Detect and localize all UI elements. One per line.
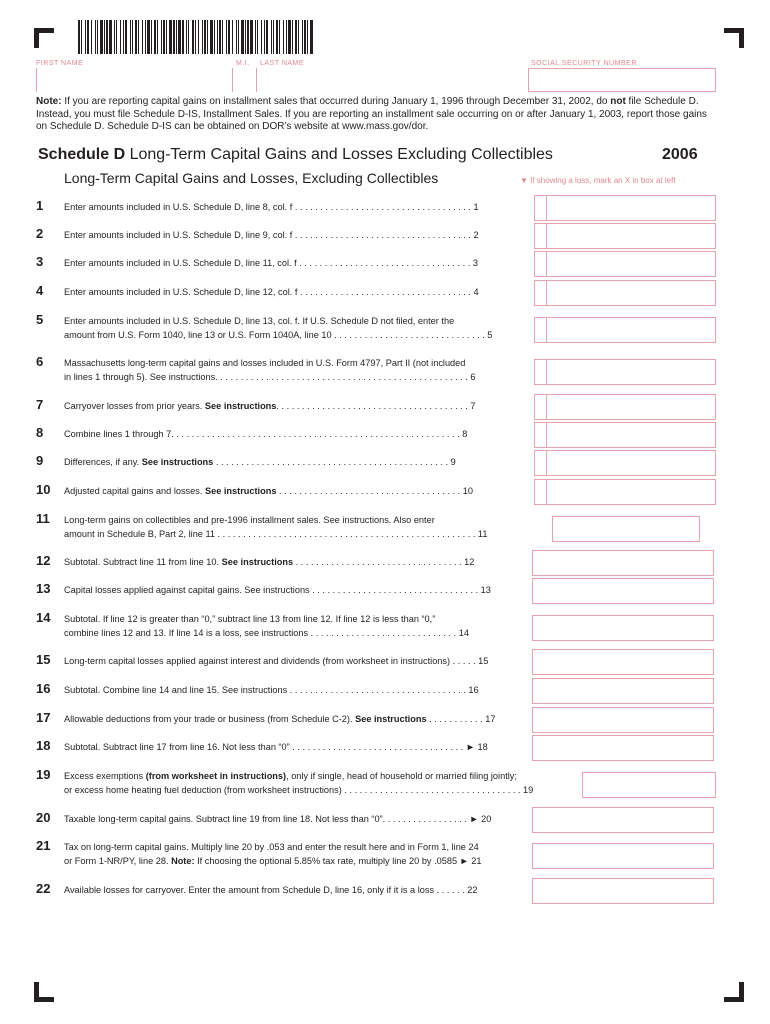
line-text-part: . . . . . . . . . . . . . . . . . . . . . . . . . . . . . . . . . . . . . . 7 [276,401,476,411]
amount-field-line-16[interactable] [532,678,714,704]
line-text [64,584,554,597]
last-name-label: LAST NAME [260,60,305,67]
line-number: 5 [36,312,44,327]
first-name-field[interactable] [36,68,37,92]
line-text-part: . . . . . . . . . . . . . . . . . . . . . . . . . . . . . . . . . . . . . . . . . . . . . . 9 [213,457,456,467]
line-text [64,613,554,626]
line-text-bold: (from worksheet in instructions) [145,771,287,781]
line-text-second [64,855,554,868]
note-text-2: file Schedule D. Instead, you must file Schedule D-IS, Installment Sales. If you are reporting an installment sale occurring on or after January 1, 2003, report those gains on Schedule D. Schedule D-IS can be obtained on DOR’s website at www.mass.gov/dor. [36,96,707,132]
line-number: 1 [36,198,44,213]
line-text [64,357,554,370]
loss-checkbox[interactable] [535,281,547,305]
line-text-part: Allowable deductions from your trade or business (from Schedule C-2). [64,714,356,724]
line-text-part: . . . . . . . . . . . 17 [426,714,496,724]
note-text-1: If you are reporting capital gains on installment sales that occurred during January 1, 1996 through December 31, 2002, do [61,96,611,107]
amount-field-line-1[interactable] [534,195,716,221]
line-text [64,428,554,441]
amount-field-line-17[interactable] [532,707,714,733]
line-text-part: Long-term gains on collectibles and pre-1996 installment sales. See instructions. Also enter [64,515,435,525]
loss-checkbox[interactable] [535,224,547,248]
amount-field-line-5[interactable] [534,317,716,343]
line-text-part: Taxable long-term capital gains. Subtract line 19 from line 18. Not less than “0”. . . . . . . . . . . . . . . . . ► 20 [64,814,492,824]
line-number: 15 [36,652,51,667]
line-text-part: combine lines 12 and 13. If line 14 is a loss, see instructions . . . . . . . . . . . . . . . . . . . . . . . . . . . . . 14 [64,628,469,638]
line-text-bold: See instructions [355,714,427,724]
line-text-part: Massachusetts long-term capital gains and losses included in U.S. Form 4797, Part II (not included [64,358,466,368]
amount-field-line-11[interactable] [552,516,700,542]
line-number: 10 [36,482,51,497]
amount-field-line-19[interactable] [582,772,716,798]
line-text-part: , only if single, head of household or married filing jointly; [286,771,517,781]
line-text-part: If choosing the optional 5.85% tax rate, multiply line 20 by .0585 ► 21 [194,856,482,866]
line-text-part: Enter amounts included in U.S. Schedule D, line 11, col. f . . . . . . . . . . . . . . . . . . . . . . . . . . . . . . . . . . 3 [64,258,478,268]
line-number: 21 [36,838,51,853]
line-text-part: Differences, if any. [64,457,142,467]
amount-field-line-4[interactable] [534,280,716,306]
line-text-part: Subtotal. Combine line 14 and line 15. See instructions . . . . . . . . . . . . . . . . . . . . . . . . . . . . . . . . . . . 16 [64,685,479,695]
line-text-part: or Form 1-NR/PY, line 28. [64,856,172,866]
schedule-title: Long-Term Capital Gains and Losses Excluding Collectibles [129,146,553,163]
amount-field-line-12[interactable] [532,550,714,576]
amount-field-line-2[interactable] [534,223,716,249]
line-text-second [64,329,554,342]
line-text-part: Capital losses applied against capital gains. See instructions . . . . . . . . . . . . . . . . . . . . . . . . . . . . . . . . . 13 [64,585,491,595]
line-text-bold: See instructions [204,401,277,411]
last-name-field[interactable] [256,68,257,92]
line-number: 22 [36,881,51,896]
first-name-label: FIRST NAME [36,60,84,67]
line-text-part: Excess exemptions [64,771,146,781]
amount-field-line-18[interactable] [532,735,714,761]
line-text-part: amount in Schedule B, Part 2, line 11 . . . . . . . . . . . . . . . . . . . . . . . . . . . . . . . . . . . . . . . . . . . . . . . . . . . 11 [64,529,488,539]
registration-mark-top-right [724,28,744,48]
amount-field-line-8[interactable] [534,422,716,448]
note-not: not [610,96,626,107]
line-text [64,770,554,783]
line-text-part: Adjusted capital gains and losses. [64,486,205,496]
amount-field-line-20[interactable] [532,807,714,833]
line-text [64,684,554,697]
schedule-label: Schedule D [38,146,126,163]
line-text [64,841,554,854]
mi-field[interactable] [232,68,233,92]
line-text-part: Enter amounts included in U.S. Schedule D, line 12, col. f . . . . . . . . . . . . . . . . . . . . . . . . . . . . . . . . . . 4 [64,287,479,297]
line-number: 6 [36,354,44,369]
line-text [64,315,554,328]
line-number: 17 [36,710,51,725]
line-text-bold: See instructions [141,457,214,467]
line-text [64,400,554,413]
loss-checkbox[interactable] [535,252,547,276]
line-number: 4 [36,283,44,298]
line-text-bold: Note: [171,856,195,866]
registration-mark-bottom-right [724,982,744,1002]
line-number: 2 [36,226,44,241]
loss-checkbox[interactable] [535,196,547,220]
loss-checkbox[interactable] [535,318,547,342]
line-text-part: in lines 1 through 5). See instructions. . . . . . . . . . . . . . . . . . . . . . . . . . . . . . . . . . . . . . . . . . . . . . . . . . 6 [64,372,476,382]
line-text-part: Available losses for carryover. Enter the amount from Schedule D, line 16, only if it is a loss . . . . . . 22 [64,885,478,895]
line-text [64,655,554,668]
page-title [38,146,553,164]
amount-field-line-3[interactable] [534,251,716,277]
amount-field-line-9[interactable] [534,450,716,476]
line-text [64,514,554,527]
line-number: 3 [36,254,44,269]
section-heading: Long-Term Capital Gains and Losses, Excluding Collectibles [64,170,439,186]
line-text-second [64,371,554,384]
line-number: 11 [36,511,50,526]
barcode [78,20,314,54]
amount-field-line-14[interactable] [532,615,714,641]
line-text [64,257,554,270]
line-text-bold: See instructions [221,557,294,567]
line-text [64,456,554,469]
line-number: 12 [36,553,51,568]
ssn-label: SOCIAL SECURITY NUMBER [531,60,637,67]
line-text [64,485,554,498]
line-number: 14 [36,610,51,625]
mi-label: M.I. [236,60,250,67]
amount-field-line-13[interactable] [532,578,714,604]
line-text [64,556,554,569]
loss-checkbox[interactable] [535,480,547,504]
line-text-part: Subtotal. Subtract line 11 from line 10. [64,557,222,567]
line-text-second [64,627,554,640]
loss-instruction: ▼ If showing a loss, mark an X in box at left [520,176,676,185]
loss-checkbox[interactable] [535,423,547,447]
line-text-part: Long-term capital losses applied against interest and dividends (from worksheet in instructions) . . . . . 15 [64,656,489,666]
amount-field-line-21[interactable] [532,843,714,869]
line-text [64,813,554,826]
line-text-part: or excess home heating fuel deduction (from worksheet instructions) . . . . . . . . . . . . . . . . . . . . . . . . . . . . . . . . . . . 19 [64,785,534,795]
line-text [64,713,554,726]
line-number: 20 [36,810,51,825]
line-text-part: Combine lines 1 through 7. . . . . . . . . . . . . . . . . . . . . . . . . . . . . . . . . . . . . . . . . . . . . . . . . . . . . . . . . 8 [64,429,468,439]
line-number: 16 [36,681,51,696]
line-text [64,286,554,299]
line-text [64,884,554,897]
line-text-second [64,784,554,797]
line-text-part: Carryover losses from prior years. [64,401,205,411]
loss-checkbox[interactable] [535,395,547,419]
loss-checkbox[interactable] [535,360,547,384]
line-number: 8 [36,425,44,440]
line-text-part: Subtotal. Subtract line 17 from line 16. Not less than “0” . . . . . . . . . . . . . . . . . . . . . . . . . . . . . . . . . . ► 18 [64,742,488,752]
line-text [64,201,554,214]
ssn-field[interactable] [528,68,716,92]
loss-checkbox[interactable] [535,451,547,475]
amount-field-line-7[interactable] [534,394,716,420]
line-text-part: amount from U.S. Form 1040, line 13 or U.S. Form 1040A, line 10 . . . . . . . . . . . . . . . . . . . . . . . . . . . . . . 5 [64,330,493,340]
line-text-part: Enter amounts included in U.S. Schedule D, line 8, col. f . . . . . . . . . . . . . . . . . . . . . . . . . . . . . . . . . . . 1 [64,202,479,212]
amount-field-line-6[interactable] [534,359,716,385]
line-number: 9 [36,453,44,468]
note-lead: Note: [36,96,62,107]
line-text-bold: See instructions [204,486,277,496]
amount-field-line-15[interactable] [532,649,714,675]
line-text-part: Subtotal. If line 12 is greater than “0,” subtract line 13 from line 12. If line 12 is less than “0,” [64,614,436,624]
tax-year: 2006 [662,146,698,163]
amount-field-line-10[interactable] [534,479,716,505]
note-paragraph [36,96,716,134]
registration-mark-bottom-left [34,982,54,1002]
line-text-second [64,528,554,541]
line-text-part: Tax on long-term capital gains. Multiply line 20 by .053 and enter the result here and in Form 1, line 24 [64,842,479,852]
line-number: 19 [36,767,51,782]
line-text [64,741,554,754]
amount-field-line-22[interactable] [532,878,714,904]
line-number: 18 [36,738,51,753]
line-text-part: Enter amounts included in U.S. Schedule D, line 9, col. f . . . . . . . . . . . . . . . . . . . . . . . . . . . . . . . . . . . 2 [64,230,479,240]
line-text-part: Enter amounts included in U.S. Schedule D, line 13, col. f. If U.S. Schedule D not filed, enter the [64,316,455,326]
registration-mark-top-left [34,28,54,48]
line-number: 7 [36,397,44,412]
line-text-part: . . . . . . . . . . . . . . . . . . . . . . . . . . . . . . . . . . . . 10 [276,486,474,496]
line-text [64,229,554,242]
line-text-part: . . . . . . . . . . . . . . . . . . . . . . . . . . . . . . . . . 12 [293,557,475,567]
line-number: 13 [36,581,51,596]
